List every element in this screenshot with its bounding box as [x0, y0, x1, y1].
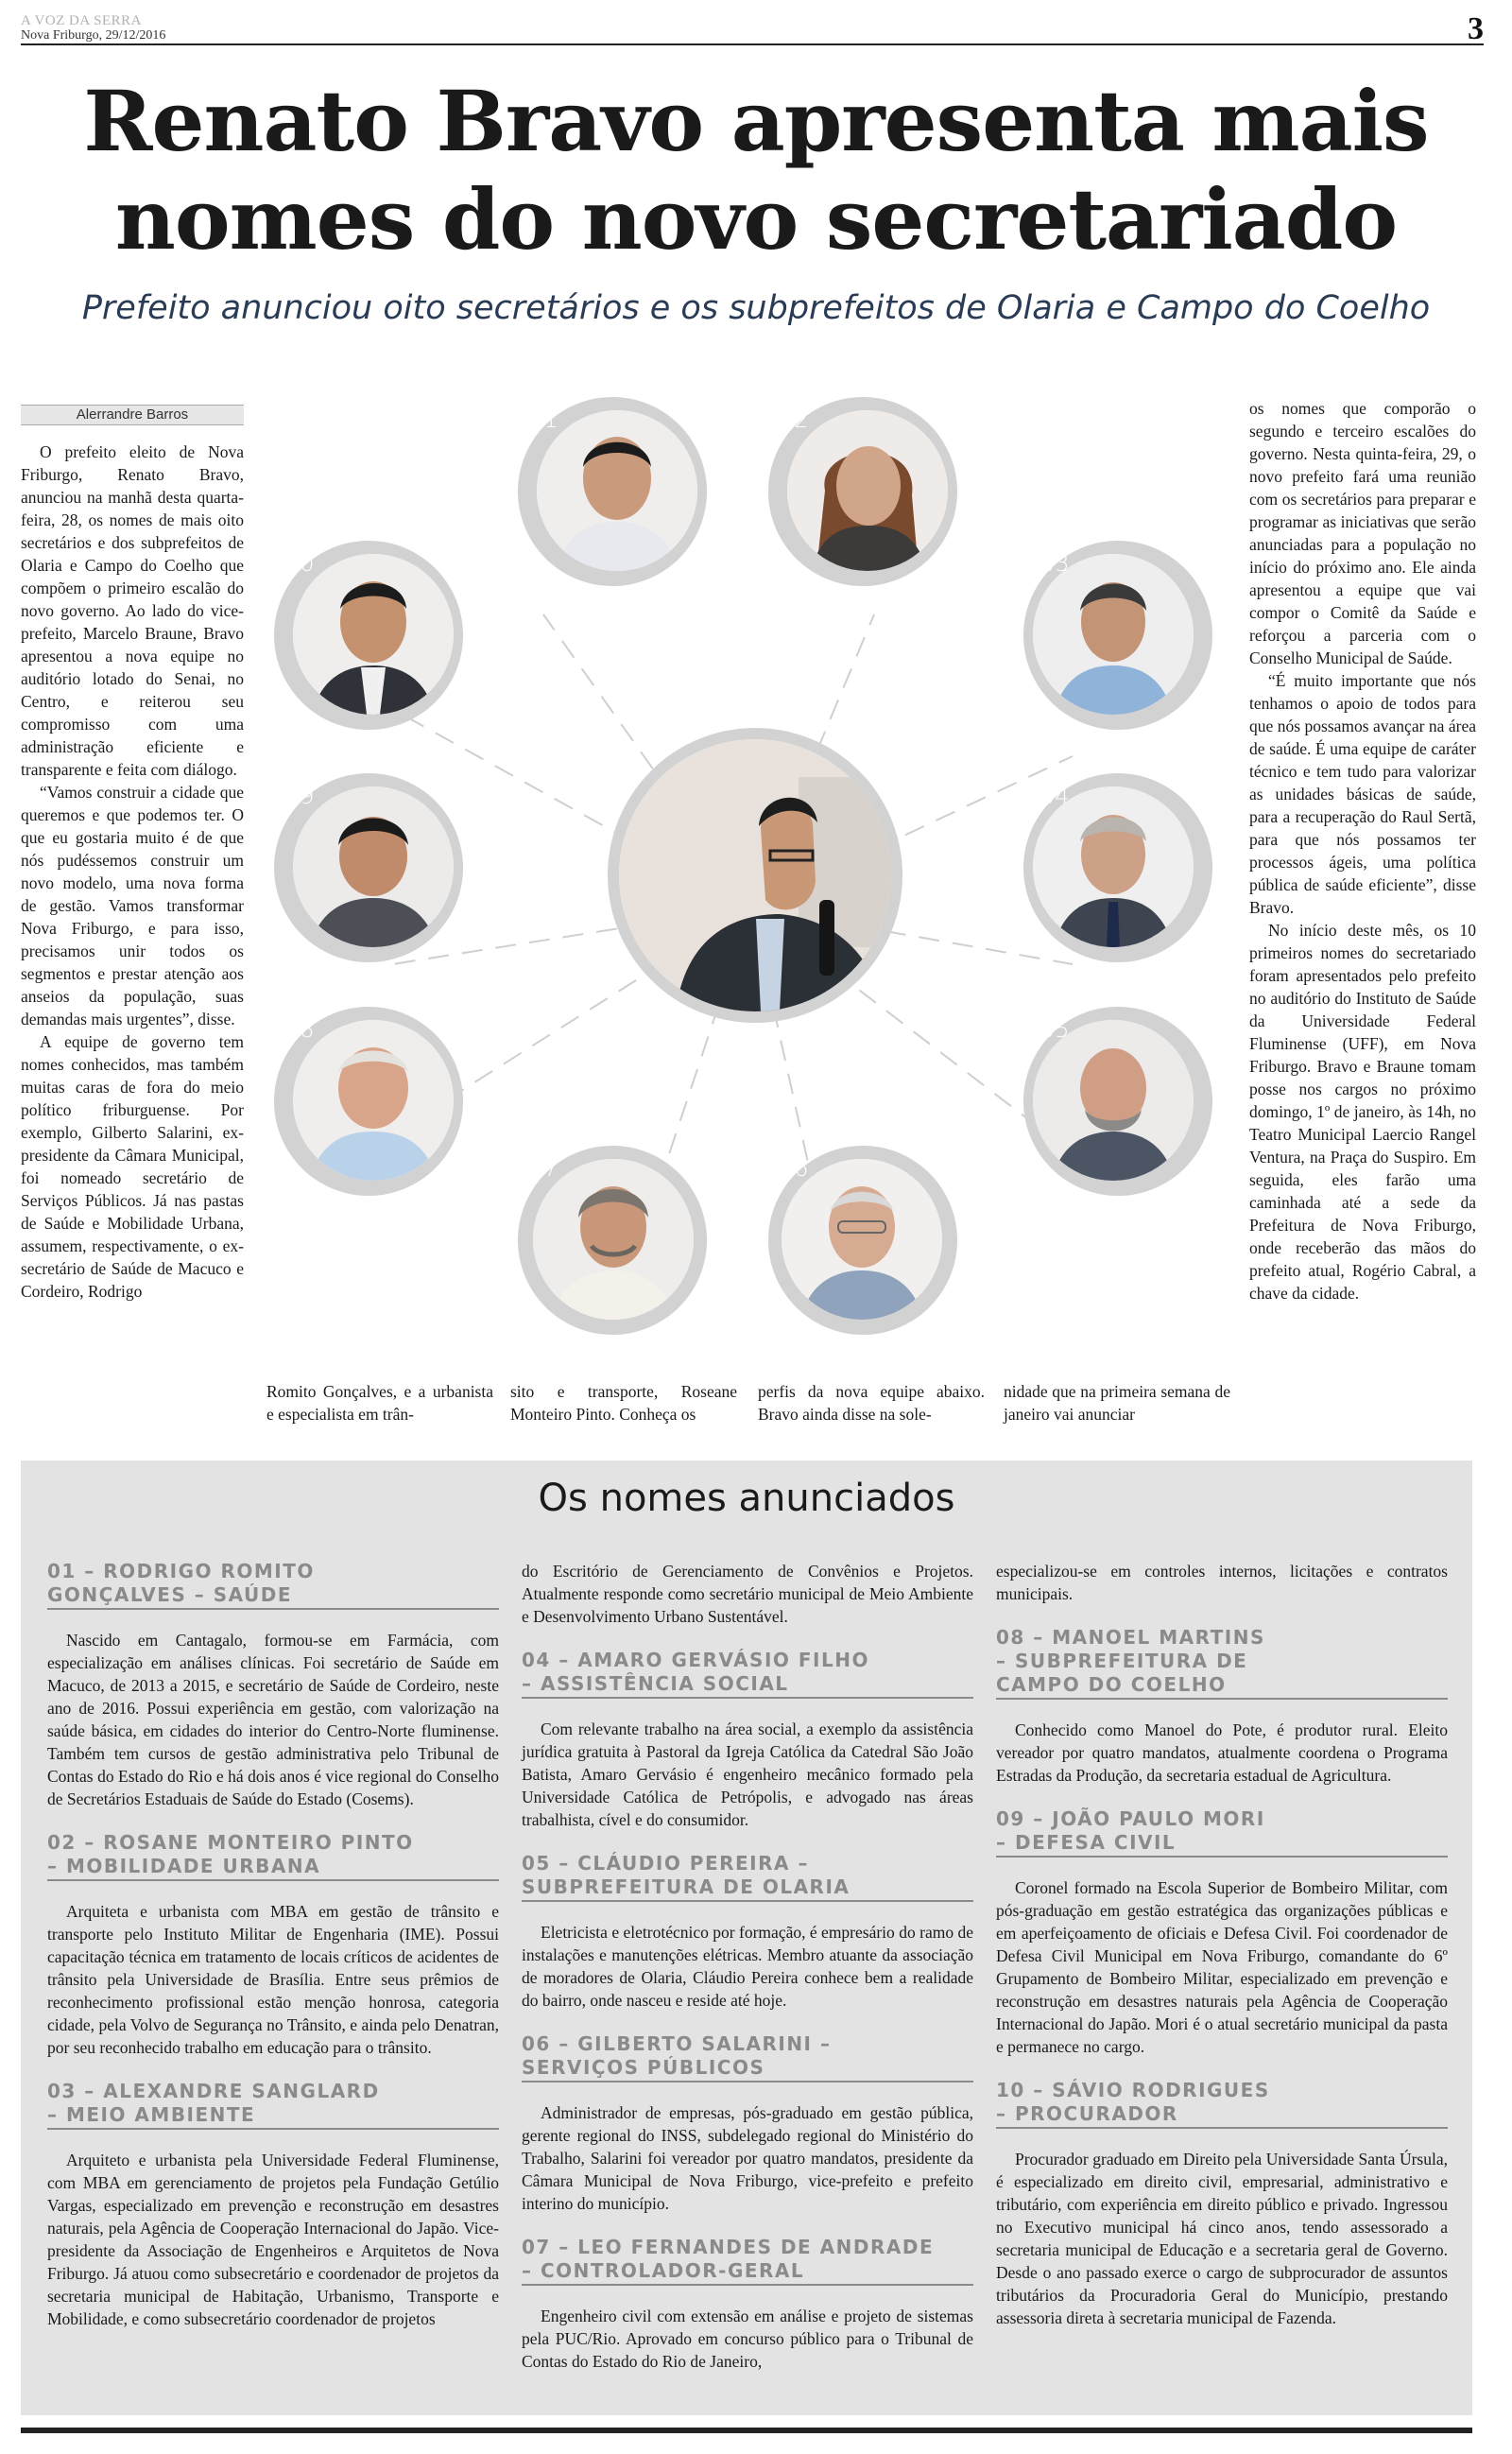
bio-text: Administrador de empresas, pós-graduado em gestão pública, gerente regional do INSS, subdelegado regional do Ministério do Trabalho, Salarini foi vereador por quatro mandatos, presidente da Câmara Municipal de Nova Friburgo, vice-prefeito e prefeito interino do município.: [522, 2103, 973, 2213]
bio-text: Eletricista e eletrotécnico por formação, é empresário do ramo de instalações e manutenções elétricas. Membro atuante da associação de moradores de Olaria, Cláudio Pereira conhece bem a realidade do bairro, onde nasceu e reside até hoje.: [522, 1923, 973, 2010]
portrait-10: [293, 554, 454, 715]
article-strip-1: Romito Gonçalves, e a urbanista e especialista em trân-: [266, 1382, 493, 1424]
article-strip-2: sito e transporte, Roseane Monteiro Pinto. Conheça os: [510, 1382, 737, 1424]
photo-mayor: [619, 739, 891, 1011]
portrait-07: [533, 1159, 694, 1320]
bio-heading-line: 05 – CLÁUDIO PEREIRA –: [522, 1852, 809, 1875]
bio-heading-line: 03 – ALEXANDRE SANGLARD: [47, 2080, 380, 2102]
portrait-06: [782, 1159, 942, 1320]
article-paragraph: No início deste mês, os 10 primeiros nomes do secretariado foram apresentados pelo prefeito no auditório do Instituto de Saúde da Universidade Federal Fluminense (UFF), em Nova Friburgo. Bravo e Braune tomam posse nos cargos no próximo domingo, 1º de janeiro, às 14h, no Teatro Municipal Laercio Rangel Ventura, na Praça do Suspiro. Em seguida, eles farão uma caminhada até a sede da Prefeitura de Nova Friburgo, onde receberão das mãos do prefeito atual, Rogério Cabral, a chave da cidade.: [1249, 921, 1476, 1303]
photo-09: [293, 786, 454, 947]
bio-heading-line: CAMPO DO COELHO: [996, 1673, 1227, 1696]
article-paragraph: O prefeito eleito de Nova Friburgo, Renato Bravo, anunciou na manhã desta quarta-feira, 28, os nomes de mais oito secretários e dos subprefeitos de Olaria e Campo do Coelho que compõem o primeiro escalão do novo governo. Ao lado do vice-prefeito, Marcelo Braune, Bravo apresentou a nova equipe no auditório lotado do Senai, no Centro, e reiterou seu compromisso com uma administração eficiente e transparente e feita com diálogo.: [21, 442, 244, 779]
bio-text: Nascido em Cantagalo, formou-se em Farmácia, com especialização em análises clínicas. Foi secretário de Saúde em Macuco, de 2013 a 2015, e secretário de Saúde de Cordeiro, neste ano de 2016. Possui experiência em gestão, com valorização na saúde básica, em cidades do interior do Centro-Norte fluminense. Também tem cursos de gestão administrativa pelo Tribunal de Contas do Estado do Rio e há dois anos é vice regional do Conselho de Secretários Estaduais de Saúde do Estado (Cosems).: [47, 1631, 499, 1808]
publication-date: Nova Friburgo, 29/12/2016: [21, 28, 166, 43]
photo-10-ring: [274, 541, 463, 730]
bio-heading-line: SUBPREFEITURA DE OLARIA: [522, 1875, 850, 1898]
article-column-right: [1249, 397, 1476, 1305]
bio-heading-line: 09 – JOÃO PAULO MORI: [996, 1807, 1265, 1830]
bio-column-2: [522, 1560, 973, 2373]
page-number: 3: [1468, 11, 1484, 46]
bio-text: Conhecido como Manoel do Pote, é produtor rural. Eleito vereador por quatro mandatos, atualmente coordena o Programa Estradas da Produção, da secretaria estadual de Agricultura.: [996, 1720, 1448, 1785]
bio-heading-line: – CONTROLADOR-GERAL: [522, 2259, 805, 2282]
photo-number: 08: [285, 1016, 315, 1043]
photo-05: [1033, 1020, 1194, 1181]
bio-text: Arquiteto e urbanista pela Universidade Federal Fluminense, com MBA em gerenciamento de projetos pela Fundação Getúlio Vargas, especializado em prevenção e reconstrução em desastres naturais, pela Agência de Cooperação Internacional do Japão. Vice-presidente da Associação de Engenheiros e Arquitetos de Nova Friburgo. Já atuou como subsecretário e coordenador de projetos da secretaria municipal de Habitação, Urbanismo, Transporte e Mobilidade, e como subsecretário coordenador de projetos: [47, 2151, 499, 2328]
bio-heading: [522, 1852, 973, 1902]
bio-heading: [522, 2032, 973, 2082]
bio-heading-line: GONÇALVES – SAÚDE: [47, 1583, 293, 1606]
bio-heading-line: 10 – SÁVIO RODRIGUES: [996, 2079, 1270, 2101]
portrait-02: [787, 410, 948, 571]
masthead: [21, 13, 1484, 45]
photo-number: 09: [285, 783, 315, 809]
photo-number: 04: [1040, 783, 1070, 809]
bio-heading: [47, 2080, 499, 2130]
bio-heading-line: 01 – RODRIGO ROMITO: [47, 1560, 315, 1582]
photo-cluster: [260, 397, 1233, 1380]
headline-line-2: nomes do novo secretariado: [114, 170, 1398, 268]
photo-06-ring: [768, 1146, 957, 1335]
photo-number: 06: [780, 1155, 809, 1182]
portrait-01: [537, 410, 697, 571]
bio-text: Coronel formado na Escola Superior de Bombeiro Militar, com pós-graduação em gestão estratégica das organizações públicas e em aperfeiçoamento de oficiais e Defesa Civil. Foi coordenador de Defesa Civil Municipal em Nova Friburgo, comandante do 6º Grupamento de Bombeiro Militar, especializado em prevenção e reconstrução em desastres naturais pela Agência de Cooperação Internacional do Japão. Mori é o atual secretário municipal da pasta e permanece no cargo.: [996, 1878, 1448, 2056]
mayor-portrait: [619, 739, 891, 1011]
bio-heading-line: SERVIÇOS PÚBLICOS: [522, 2056, 765, 2079]
photo-02: [787, 410, 948, 571]
photo-number: 01: [529, 406, 558, 433]
article-paragraph: “É muito importante que nós tenhamos o apoio de todos para que nós possamos avançar na área de saúde. É uma equipe de caráter técnico e tem tudo para valorizar as unidades básicas de saúde, para a recuperação do Raul Sertã, para que nós possamos ter processos ágeis, uma política pública de saúde eficiente”, disse Bravo.: [1249, 671, 1476, 917]
photo-number: 10: [285, 550, 315, 577]
portrait-08: [293, 1020, 454, 1181]
photo-08: [293, 1020, 454, 1181]
byline: Alerrandre Barros: [21, 405, 244, 425]
bio-heading-line: 07 – LEO FERNANDES DE ANDRADE: [522, 2236, 935, 2258]
bio-heading-line: – ASSISTÊNCIA SOCIAL: [522, 1672, 789, 1695]
bio-column-1: [47, 1560, 499, 2330]
photo-09-ring: [274, 773, 463, 962]
bottom-rule: [21, 2428, 1472, 2433]
photo-04-ring: [1023, 773, 1212, 962]
bio-heading: [522, 2236, 973, 2286]
bio-heading-line: – MEIO AMBIENTE: [47, 2103, 256, 2126]
bio-text-continued: especializou-se em controles internos, licitações e contratos municipais.: [996, 1562, 1448, 1603]
article-paragraph: os nomes que comporão o segundo e terceiro escalões do governo. Nesta quinta-feira, 29, o novo prefeito fará uma reunião com os secretários para preparar e programar as iniciativas que serão anunciadas para a população no início do próximo ano. Ele ainda apresentou a equipe que vai compor o Comitê da Saúde e reforçou a parceria com o Conselho Municipal de Saúde.: [1249, 399, 1476, 667]
article-strip-4: nidade que na primeira semana de janeiro vai anunciar: [1004, 1382, 1230, 1424]
photo-05-ring: [1023, 1007, 1212, 1196]
photo-10: [293, 554, 454, 715]
names-box-title: Os nomes anunciados: [538, 1477, 955, 1520]
article-paragraph: A equipe de governo tem nomes conhecidos, mas também muitas caras de fora do meio político friburguense. Por exemplo, Gilberto Salarini, ex-presidente da Câmara Municipal, foi nomeado secretário de Serviços Públicos. Já nas pastas de Saúde e Mobilidade Urbana, assumem, respectivamente, o ex-secretário de Saúde de Macuco e Cordeiro, Rodrigo: [21, 1032, 244, 1301]
photo-02-ring: [768, 397, 957, 586]
photo-04: [1033, 786, 1194, 947]
article-paragraph: “Vamos construir a cidade que queremos e que podemos ter. O que eu gostaria muito é de que nós pudéssemos construir um novo modelo, uma nova forma de gestão. Vamos transformar Nova Friburgo, e para isso, precisamos unir todos os segmentos e prestar atenção aos anseios da população, suas demandas mais urgentes”, disse.: [21, 783, 244, 1028]
bio-text: Arquiteta e urbanista com MBA em gestão de trânsito e transporte pelo Instituto Militar de Engenharia (IME). Possui capacitação técnica em tratamento de locais críticos de acidentes de trânsito pela Universidade de Brasília. Entre seus prêmios de reconhecimento profissional estão menção honrosa, categoria cidade, pela Volvo de Segurança no Trânsito, e ainda pelo Denatran, por seu reconhecido trabalho em educação para o trânsito.: [47, 1902, 499, 2057]
bio-column-3: [996, 1560, 1448, 2329]
bio-heading-line: – MOBILIDADE URBANA: [47, 1855, 321, 1877]
photo-08-ring: [274, 1007, 463, 1196]
photo-number: 03: [1040, 550, 1070, 577]
subheadline: Prefeito anunciou oito secretários e os subprefeitos de Olaria e Campo do Coelho: [81, 289, 1431, 327]
headline: [38, 72, 1474, 268]
photo-number: 07: [529, 1155, 558, 1182]
photo-mayor-ring: [608, 728, 902, 1023]
photo-01-ring: [518, 397, 707, 586]
article-column-left: [21, 441, 244, 1303]
portrait-09: [293, 786, 454, 947]
bio-text: Com relevante trabalho na área social, a exemplo da assistência jurídica gratuita à Pastoral da Igreja Católica da Catedral São João Batista, Amaro Gervásio é engenheiro mecânico formado pela Universidade Católica de Petrópolis, e advogado nas áreas trabalhista, cível e do consumidor.: [522, 1720, 973, 1829]
photo-07: [533, 1159, 694, 1320]
bio-heading-line: 06 – GILBERTO SALARINI –: [522, 2032, 832, 2055]
bio-heading: [996, 2079, 1448, 2129]
photo-06: [782, 1159, 942, 1320]
photo-03: [1033, 554, 1194, 715]
bio-text-continued: do Escritório de Gerenciamento de Convênios e Projetos. Atualmente responde como secretário municipal de Meio Ambiente e Desenvolvimento Urbano Sustentável.: [522, 1562, 973, 1626]
photo-number: 02: [780, 406, 809, 433]
bio-heading: [996, 1807, 1448, 1858]
bio-heading-line: – DEFESA CIVIL: [996, 1831, 1177, 1854]
portrait-03: [1033, 554, 1194, 715]
headline-line-1: Renato Bravo apresenta mais: [83, 72, 1429, 170]
bio-heading: [522, 1649, 973, 1699]
bio-heading-line: 04 – AMARO GERVÁSIO FILHO: [522, 1649, 869, 1671]
article-strip-3: perfis da nova equipe abaixo. Bravo ainda disse na sole-: [758, 1382, 985, 1424]
bio-heading: [47, 1560, 499, 1610]
photo-01: [537, 410, 697, 571]
photo-07-ring: [518, 1146, 707, 1335]
photo-number: 05: [1040, 1016, 1070, 1043]
publication-name: A VOZ DA SERRA: [21, 13, 142, 28]
bio-text: Procurador graduado em Direito pela Universidade Santa Úrsula, é especializado em direito civil, empresarial, administrativo e tributário, com experiência em direito público e privado. Ingressou no Executivo municipal há cinco anos, tendo assessorado a secretaria municipal de Educação e a secretaria geral de Governo. Desde o ano passado exerce o cargo de subprocurador de assuntos tributários da Procuradoria Geral do Município, prestando assessoria direta à secretaria municipal de Fazenda.: [996, 2150, 1448, 2327]
bio-heading: [996, 1626, 1448, 1700]
bio-heading-line: 02 – ROSANE MONTEIRO PINTO: [47, 1831, 414, 1854]
portrait-04: [1033, 786, 1194, 947]
bio-heading: [47, 1831, 499, 1881]
portrait-05: [1033, 1020, 1194, 1181]
photo-03-ring: [1023, 541, 1212, 730]
bio-heading-line: 08 – MANOEL MARTINS: [996, 1626, 1265, 1649]
bio-heading-line: – PROCURADOR: [996, 2102, 1178, 2125]
bio-text: Engenheiro civil com extensão em análise e projeto de sistemas pela PUC/Rio. Aprovado em concurso público para o Tribunal de Contas do Estado do Rio de Janeiro,: [522, 2307, 973, 2371]
bio-heading-line: – SUBPREFEITURA DE: [996, 1650, 1248, 1672]
